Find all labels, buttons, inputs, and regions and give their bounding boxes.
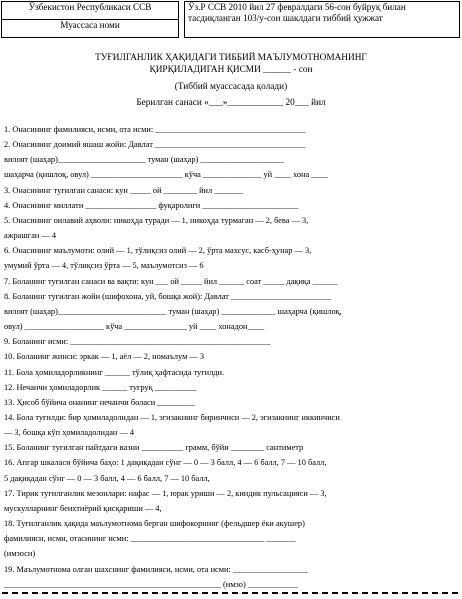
form-line: 15. Боланинг туғилган пайтдаги вазни __________ грамм, бўйи ________ сантиметр <box>4 443 304 453</box>
cut-line <box>2 592 458 594</box>
header-right-table <box>184 1 460 38</box>
form-line: 12. Нечанчи ҳомиладорлик ______ туғруқ __________ <box>4 382 197 392</box>
form-line: умумий ўрта — 4, тўлиқсиз ўрта — 5, маълумотсиз — 6 <box>4 261 204 271</box>
form-line: 2. Онасининг доимий яшаш жойи: Давлат ____________________________________ <box>4 140 306 150</box>
form-line: 16. Апгар шкаласи бўйича баҳо: 1 дақиқадан сўнг — 0 — 3 балл, 4 — 6 балл, 7 — 10 балл, <box>4 458 327 468</box>
form-line: мускулларнинг беихтиёрий қисқариши — 4, <box>4 503 162 513</box>
issue-date-line: Берилган санаси «___»____________ 20___ йил <box>136 98 326 108</box>
document-subtitle: (Тиббий муассасада қолади) <box>174 82 288 92</box>
form-line: шаҳарча (қишлоқ, овул) ______________________ кўча ______________ уй ____ хона ____ <box>4 170 328 180</box>
form-line: 19. Маълумотнома олган шахснинг фамилияси, исми, ота исми: __________________ <box>4 564 308 574</box>
form-line: 5. Онасининг оилавий аҳволи: никоҳда туради — 1, никоҳда турмаган — 2, бева — 3, <box>4 215 309 225</box>
document-title: ТУҒИЛГАНЛИК ҲАҚИДАГИ ТИББИЙ МАЪЛУМОТНОМАНИНГ <box>95 53 367 63</box>
form-line: 9. Боланинг исми: ________________________________________________ <box>4 337 271 347</box>
form-body <box>4 122 459 592</box>
form-line: 1. Онасининг фамилияси, исми, ота исми: ____________________________________ <box>4 125 306 134</box>
document-title-part: ҚИРҚИЛАДИГАН ҚИСМИ ______ - сон <box>149 65 313 75</box>
form-line: 5 дақиқадан сўнг — 0 — 3 балл, 4 — 6 балл, 7 — 10 балл, <box>4 473 210 483</box>
form-line: фамилияси, исми, отасининг исми: ________________________________ _______ <box>4 534 296 544</box>
form-line: 10. Боланинг жинси: эркак — 1, аёл — 2, номаълум — 3 <box>4 352 205 362</box>
form-line: (имзоси) <box>4 549 36 559</box>
form-line: 6. Онасининг маълумоти: олий — 1, тўлиқсиз олий — 2, ўрта махсус, касб-ҳунар — 3, <box>4 246 312 256</box>
form-line: ажрашган — 4 <box>4 231 57 241</box>
form-line: 7. Боланинг туғилган санаси ва вақти: кун ___ ой _____ йил ______ соат _____ дақиқа ______ <box>4 276 338 286</box>
institution-name-label: Муассаса номи <box>2 20 179 38</box>
form-line: 4. Онасининг миллати _________________ фуқаролиги _______________________ <box>4 200 299 210</box>
form-line: 8. Боланинг туғилган жойи (шифохона, уй, бошқа жой): Давлат ________________________ <box>4 291 332 301</box>
form-line: 11. Бола ҳомиладорликнинг ______ тўлиқ ҳафтасида туғилди. <box>4 367 225 377</box>
form-line: вилоят (шаҳар)_____________________ туман (шаҳар) ____________________ <box>4 155 284 165</box>
form-line: 17. Тирик туғилганлик мезонлари: нафас — 1, юрак уриши — 2, киндик пульсацияси — 3, <box>4 488 327 498</box>
form-line: овул) ___________________ кўча _______________ уй ____ хонадон____ <box>4 322 265 332</box>
header-left-table <box>1 1 179 38</box>
approval-note: Ўз.Р ССВ 2010 йил 27 февралдаги 56-сон буйруқ билан тасдиқланган 103/у-сон шаклдаги тиббий ҳужжат <box>185 2 460 38</box>
form-line: вилоят (шаҳар)__________________________ туман (шаҳар) _____________ шаҳарча (қишлоқ, <box>4 306 342 316</box>
form-line: 3. Онасининг туғилган санаси: кун _____ ой ________ йил _______ <box>4 185 244 195</box>
form-line: — 3, бошқа кўп ҳомиладолидан — 4 <box>4 428 135 438</box>
form-line: 14. Бола туғилди: бир ҳомиладолидан — 1, эгизакнинг биринчиси — 2, эгизакнинг иккинчиси <box>4 412 340 422</box>
form-line: 13. Ҳисоб бўйича онанинг нечанчи боласи _________ <box>4 397 195 407</box>
form-line: 18. Туғилганлик ҳақида маълумотнома берган шифокорнинг (фельдшер ёки акушер) <box>4 519 305 529</box>
form-line: ____________________________________________________ (имзо) ____________ <box>4 579 298 589</box>
ministry-name: Ўзбекистон Республикаси ССВ <box>2 2 179 20</box>
